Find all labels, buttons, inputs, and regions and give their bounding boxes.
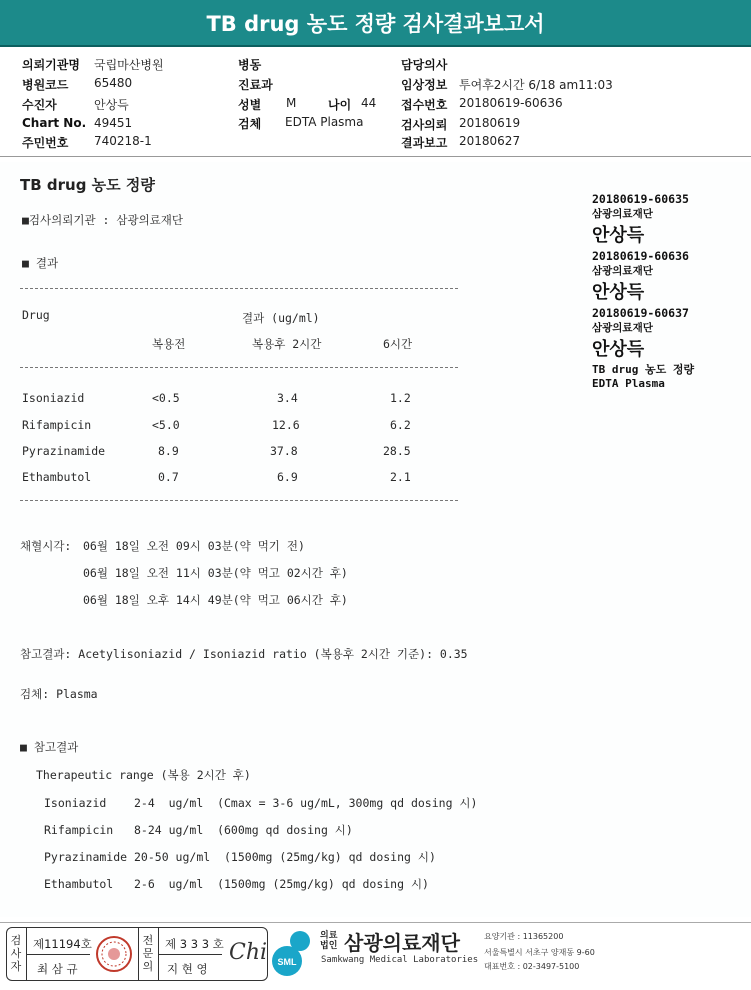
sex-value: M: [286, 96, 297, 110]
ward-label: 병동: [238, 58, 262, 72]
sample-label-name: 안상득: [592, 282, 645, 303]
org-english-name: Samkwang Medical Laboratories: [321, 955, 479, 965]
reference-heading: ■ 참고결과: [20, 740, 79, 754]
institution-value: 국립마산병원: [94, 58, 164, 72]
report-footer: [0, 922, 751, 990]
collection-time-3: 06월 18일 오후 14시 49분(약 먹고 06시간 후): [83, 593, 348, 607]
sample-label-name: 안상득: [592, 339, 645, 360]
sample-label: [592, 192, 689, 247]
org-address: 서울특별시 서초구 양재동 9-60: [484, 948, 595, 957]
sample-label-id: 20180619-60636: [592, 249, 689, 263]
sample-label-id: 20180619-60637: [592, 306, 689, 320]
specialist-name: 지 현 영: [167, 962, 208, 976]
value-6h: 1.2: [390, 391, 411, 405]
time-header-pre: 복용전: [152, 337, 186, 351]
specialist-signature: Chi: [229, 940, 268, 965]
request-date-value: 20180619: [459, 116, 521, 130]
org-code: 요양기관 : 11365200: [484, 932, 564, 941]
sample-label-org: 삼광의료재단: [592, 322, 653, 334]
specimen-line: 검체: Plasma: [20, 687, 98, 701]
org-type: 의료 법인: [320, 931, 338, 951]
drug-name: Isoniazid: [22, 391, 85, 405]
collection-time-1: 06월 18일 오전 09시 03분(약 먹기 전): [83, 539, 305, 553]
value-pre: <0.5: [152, 391, 180, 405]
value-2h: 6.9: [277, 470, 298, 484]
drug-name: Rifampicin: [22, 418, 92, 432]
resident-no-label: 주민번호: [22, 136, 69, 150]
collection-time-2: 06월 18일 오전 11시 03분(약 먹고 02시간 후): [83, 566, 348, 580]
drug-name: Pyrazinamide: [22, 444, 106, 458]
value-2h: 37.8: [270, 444, 298, 458]
report-date-label: 결과보고: [401, 136, 448, 150]
value-pre: <5.0: [152, 418, 180, 432]
table-header-divider: [20, 367, 458, 368]
therapeutic-range-item: Ethambutol 2-6 ug/ml (1500mg (25mg/kg) qd dosing 시): [44, 877, 429, 891]
clinical-info-label: 임상정보: [401, 78, 448, 92]
sml-logo-text: SML: [277, 957, 297, 967]
sample-label-id: 20180619-60635: [592, 192, 689, 206]
clinical-info-value: 투여후2시간 6/18 am11:03: [459, 78, 613, 92]
inspector-label: 검사자: [10, 934, 22, 973]
drug-name: Ethambutol: [22, 470, 92, 484]
therapeutic-range-item: Rifampicin 8-24 ug/ml (600mg qd dosing 시): [44, 823, 353, 837]
report-title-bar: [0, 0, 751, 47]
requesting-org-line: ■검사의뢰기관 : 삼광의료재단: [22, 213, 184, 227]
signature-divider: [138, 928, 139, 980]
drug-column-header: Drug: [22, 308, 50, 322]
signature-box: [6, 927, 268, 981]
recipient-label: 수진자: [22, 98, 57, 112]
sample-label: [592, 306, 694, 390]
result-column-header: 결과 (ug/ml): [242, 311, 320, 325]
sex-label: 성별: [238, 98, 262, 112]
collection-time-label: 채혈시각:: [20, 539, 72, 553]
hospital-code-label: 병원코드: [22, 78, 69, 92]
specialist-label: 전문의: [142, 934, 154, 973]
value-pre: 8.9: [158, 444, 179, 458]
sample-label-org: 삼광의료재단: [592, 208, 653, 220]
doctor-label: 담당의사: [401, 58, 448, 72]
reference-result-line: 참고결과: Acetylisoniazid / Isoniazid ratio (복용후 2시간 기준): 0.35: [20, 647, 468, 661]
specimen-value: EDTA Plasma: [285, 115, 364, 129]
sample-label-test: TB drug 농도 정량: [592, 363, 695, 376]
signature-divider: [158, 954, 222, 955]
specialist-license-no: 제 3 3 3 호: [165, 937, 224, 951]
therapeutic-range-title: Therapeutic range (복용 2시간 후): [36, 768, 251, 782]
reception-no-label: 접수번호: [401, 98, 448, 112]
resident-no-value: 740218-1: [94, 134, 152, 148]
value-6h: 28.5: [383, 444, 411, 458]
info-divider: [0, 156, 751, 157]
institution-label: 의뢰기관명: [22, 58, 80, 72]
request-date-label: 검사의뢰: [401, 118, 448, 132]
inspector-license-no: 제11194호: [33, 937, 92, 951]
sml-logo-icon: [270, 927, 316, 979]
age-label: 나이: [328, 98, 352, 112]
report-title: TB drug 농도 정량 검사결과보고서: [206, 11, 545, 36]
sample-label-name: 안상득: [592, 225, 645, 246]
value-pre: 0.7: [158, 470, 179, 484]
value-2h: 3.4: [277, 391, 298, 405]
sample-label-org: 삼광의료재단: [592, 265, 653, 277]
age-value: 44: [361, 96, 377, 110]
org-phone: 대표번호 : 02-3497-5100: [484, 962, 580, 971]
time-header-2h: 복용후 2시간: [252, 337, 322, 351]
org-name: 삼광의료재단: [344, 931, 460, 955]
therapeutic-range-item: Isoniazid 2-4 ug/ml (Cmax = 3-6 ug/mL, 300mg qd dosing 시): [44, 796, 478, 810]
value-2h: 12.6: [272, 418, 300, 432]
chart-no-value: 49451: [94, 116, 133, 130]
value-6h: 2.1: [390, 470, 411, 484]
chart-no-label: Chart No.: [22, 116, 87, 130]
report-date-value: 20180627: [459, 134, 521, 148]
specimen-label: 검체: [238, 117, 262, 131]
table-top-divider: [20, 288, 458, 289]
sample-label: [592, 249, 689, 304]
time-header-6h: 6시간: [383, 337, 413, 351]
department-label: 진료과: [238, 78, 273, 92]
report-body: [0, 162, 751, 917]
value-6h: 6.2: [390, 418, 411, 432]
inspector-seal-icon: [95, 935, 133, 973]
report-section-title: TB drug 농도 정량: [20, 176, 155, 194]
recipient-value: 안상득: [94, 98, 129, 112]
sample-label-specimen: EDTA Plasma: [592, 377, 665, 390]
inspector-name: 최 삼 규: [37, 962, 78, 976]
table-bottom-divider: [20, 500, 458, 501]
result-heading: ■ 결과: [22, 256, 59, 270]
signature-divider: [26, 954, 90, 955]
therapeutic-range-item: Pyrazinamide 20-50 ug/ml (1500mg (25mg/kg) qd dosing 시): [44, 850, 436, 864]
patient-info-section: [0, 54, 751, 152]
reception-no-value: 20180619-60636: [459, 96, 563, 110]
hospital-code-value: 65480: [94, 76, 133, 90]
